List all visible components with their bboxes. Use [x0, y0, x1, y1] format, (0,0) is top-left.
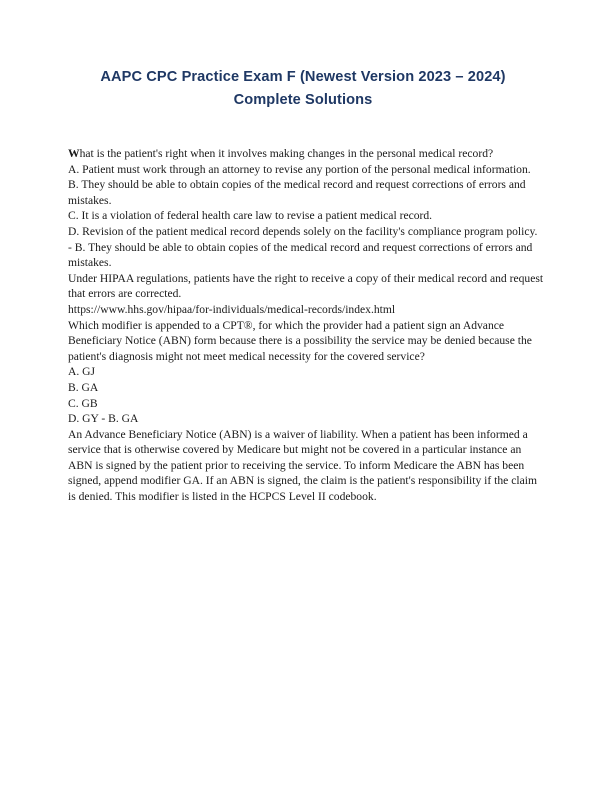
- document-body: [68, 146, 544, 505]
- question-2-option-a: A. GJ: [68, 365, 96, 379]
- question-1-option-b: B. They should be able to obtain copies of the medical record and request corrections of errors and mistakes.: [68, 178, 526, 207]
- question-1-option-a: A. Patient must work through an attorney to revise any portion of the personal medical information.: [68, 162, 531, 176]
- document-title-line-1: AAPC CPC Practice Exam F (Newest Version 2023 – 2024): [100, 69, 506, 85]
- question-2-option-d: D. GY - B. GA: [68, 412, 139, 426]
- question-1-prompt: [68, 146, 544, 162]
- question-1-option-d: D. Revision of the patient medical record depends solely on the facility's compliance program policy. - B. They should be able to obtain copies of the medical record and request corrections of errors and mistakes.: [68, 224, 538, 270]
- question-1-explanation: Under HIPAA regulations, patients have the right to receive a copy of their medical record and request that errors are corrected.: [68, 271, 544, 301]
- question-1-reference-url: https://www.hhs.gov/hipaa/for-individuals/medical-records/index.html: [68, 302, 396, 316]
- question-1-option-c: C. It is a violation of federal health care law to revise a patient medical record.: [68, 209, 433, 223]
- question-2-prompt: Which modifier is appended to a CPT®, for which the provider had a patient sign an Advance Beneficiary Notice (ABN) form because there is a possibility the service may be denied because the patient's diagnosis might not meet medical necessity for the covered service?: [68, 318, 532, 363]
- question-2-explanation: An Advance Beneficiary Notice (ABN) is a waiver of liability. When a patient has been informed a service that is otherwise covered by Medicare but might not be covered in a particular instance an ABN is signed by the patient prior to receiving the service. To inform Medicare the ABN has been signed, append modifier GA. If an ABN is signed, the claim is the patient's responsibility if the claim is denied. This modifier is listed in the HCPCS Level II codebook.: [68, 427, 537, 504]
- question-1-prompt-text: hat is the patient's right when it involves making changes in the personal medical record?: [79, 147, 494, 160]
- question-2-option-b: B. GA: [68, 380, 99, 394]
- document-title: [68, 66, 538, 112]
- question-1-lead-capital: W: [68, 147, 80, 160]
- document-title-line-2: Complete Solutions: [233, 92, 373, 108]
- question-2-option-c: C. GB: [68, 396, 98, 410]
